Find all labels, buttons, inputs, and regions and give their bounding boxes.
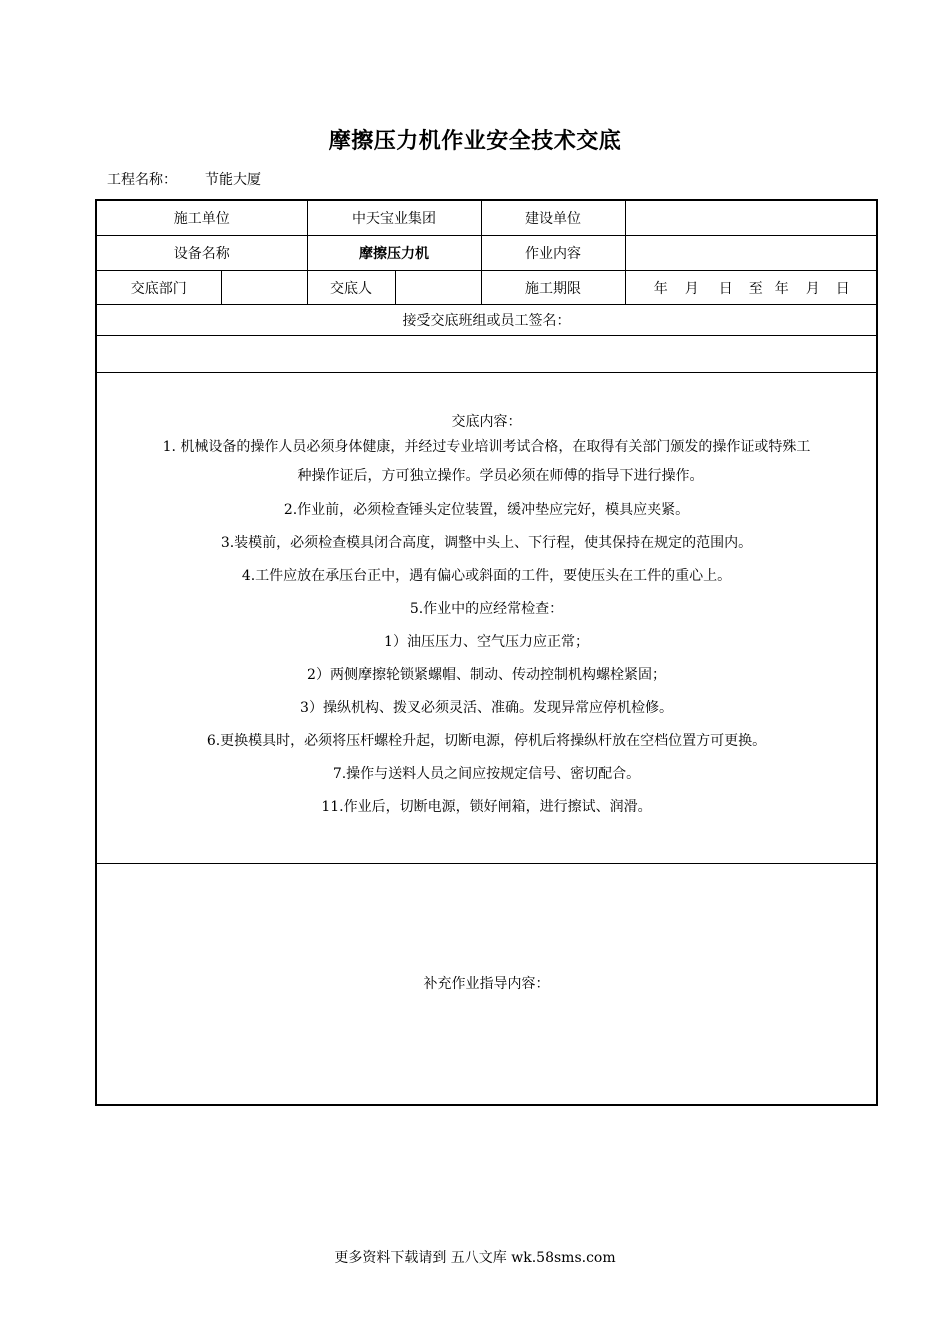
person-value xyxy=(395,271,481,305)
construction-unit-value: 中天宝业集团 xyxy=(307,200,481,236)
row-signature-label xyxy=(96,305,877,336)
row-construction-unit xyxy=(96,200,877,236)
period-value xyxy=(625,271,877,305)
construction-unit-label: 施工单位 xyxy=(96,200,307,236)
content-item-2: 2.作业前，必须检查锤头定位装置，缓冲垫应完好，模具应夹紧。 xyxy=(283,502,690,518)
period-to: 至 xyxy=(748,280,763,297)
period-start-month: 月 xyxy=(684,280,699,297)
content-item-3: 3.装模前，必须检查模具闭合高度，调整中头上、下行程，使其保持在规定的范围内。 xyxy=(220,535,753,551)
supplement-label: 补充作业指导内容： xyxy=(423,976,550,992)
equipment-value: 摩擦压力机 xyxy=(307,236,481,271)
content-item-5-1: 1）油压压力、空气压力应正常； xyxy=(384,634,589,650)
dept-label: 交底部门 xyxy=(96,271,221,305)
content-item-11: 11.作业后，切断电源，锁好闸箱，进行擦试、润滑。 xyxy=(321,799,652,815)
disclosure-form xyxy=(95,199,878,1106)
project-value: 节能大厦 xyxy=(205,172,261,188)
project-line xyxy=(107,169,261,189)
content-item-1: 1. 机械设备的操作人员必须身体健康，并经过专业培训考试合格，在取得有关部门颁发的操作证或特殊工 xyxy=(162,439,811,455)
period-end-day: 日 xyxy=(835,280,850,297)
period-end-month: 月 xyxy=(805,280,820,297)
dept-value xyxy=(221,271,307,305)
owner-unit-label: 建设单位 xyxy=(481,200,625,236)
content-item-1-cont: 种操作证后，方可独立操作。学员必须在师傅的指导下进行操作。 xyxy=(297,468,704,484)
document-title: 摩擦压力机作业安全技术交底 xyxy=(328,129,622,154)
period-label: 施工期限 xyxy=(481,271,625,305)
content-item-5: 5.作业中的应经常检查： xyxy=(409,601,564,617)
person-label: 交底人 xyxy=(307,271,395,305)
content-label: 交底内容： xyxy=(451,414,522,430)
row-equipment xyxy=(96,236,877,271)
work-content-label: 作业内容 xyxy=(481,236,625,271)
footer-text: 更多资料下载请到 五八文库 wk.58sms.com xyxy=(334,1250,616,1266)
content-item-6: 6.更换模具时，必须将压杆螺栓升起，切断电源，停机后将操纵杆放在空档位置方可更换。 xyxy=(206,733,767,749)
period-start-day: 日 xyxy=(718,280,733,297)
owner-unit-value xyxy=(625,200,877,236)
period-start-year: 年 xyxy=(653,280,668,297)
content-cell xyxy=(96,373,877,864)
signature-label: 接受交底班组或员工签名： xyxy=(96,305,877,336)
project-label: 工程名称： xyxy=(107,172,177,188)
supplement-cell xyxy=(96,864,877,1106)
row-signature-value xyxy=(96,336,877,373)
row-content xyxy=(96,373,877,864)
content-item-4: 4.工件应放在承压台正中，遇有偏心或斜面的工件，要使压头在工件的重心上。 xyxy=(241,568,732,584)
row-dept xyxy=(96,271,877,305)
content-item-7: 7.操作与送料人员之间应按规定信号、密切配合。 xyxy=(332,766,641,782)
signature-field xyxy=(96,336,877,373)
content-item-5-3: 3）操纵机构、拨叉必须灵活、准确。发现异常应停机检修。 xyxy=(300,700,673,716)
work-content-value xyxy=(625,236,877,271)
period-end-year: 年 xyxy=(774,280,789,297)
row-supplement xyxy=(96,864,877,1106)
equipment-label: 设备名称 xyxy=(96,236,307,271)
content-item-5-2: 2）两侧摩擦轮锁紧螺帽、制动、传动控制机构螺栓紧固； xyxy=(307,667,666,683)
